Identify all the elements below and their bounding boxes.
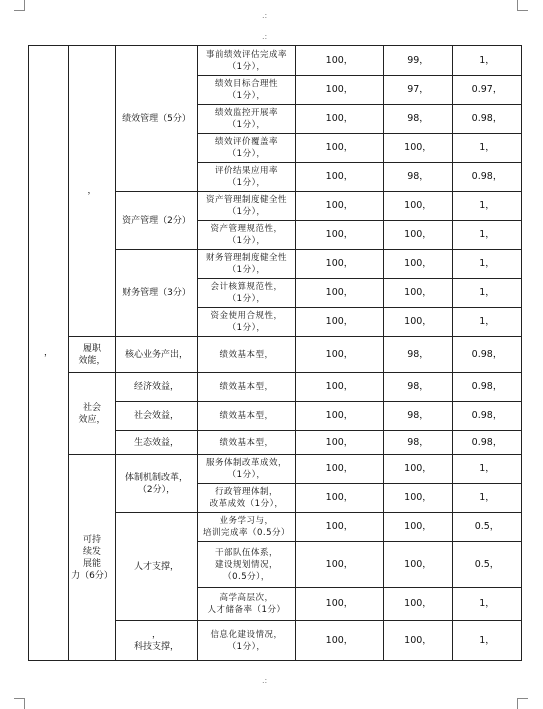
target-cell: 100， <box>296 76 384 105</box>
indicator-cell: 干部队伍体系， 建设规划情况， （0.5分）， <box>198 542 296 588</box>
actual-cell: 100， <box>384 192 453 221</box>
score-cell: 1， <box>453 250 522 279</box>
target-cell: 100， <box>296 221 384 250</box>
page-mark-top-2: .: <box>262 32 268 41</box>
actual-cell: 100， <box>384 621 453 661</box>
score-cell: 0.98， <box>453 373 522 402</box>
level3-talent: 人才支撑， <box>116 513 198 621</box>
level3-social: 社会效益， <box>116 402 198 431</box>
page-mark-bottom: .: <box>262 676 268 685</box>
level3-perf-mgmt: 绩效管理（5分） <box>116 46 198 192</box>
indicator-cell: 绩效目标合理性 （1分）， <box>198 76 296 105</box>
actual-cell: 100， <box>384 588 453 621</box>
level3-economic: 经济效益， <box>116 373 198 402</box>
level3-system-reform: 体制机制改革， （2分）， <box>116 455 198 513</box>
target-cell: 100， <box>296 250 384 279</box>
target-cell: 100， <box>296 455 384 484</box>
actual-cell: 100， <box>384 134 453 163</box>
actual-cell: 100， <box>384 308 453 337</box>
level3-core-output: 核心业务产出， <box>116 337 198 373</box>
indicator-cell: 绩效基本型， <box>198 431 296 455</box>
actual-cell: 98， <box>384 337 453 373</box>
score-cell: 1， <box>453 46 522 76</box>
indicator-cell: 资产管理规范性， （1分）， <box>198 221 296 250</box>
indicator-cell: 资金使用合规性， （1分）， <box>198 308 296 337</box>
score-cell: 1， <box>453 588 522 621</box>
page-mark-top: .: <box>262 11 268 20</box>
score-cell: 1， <box>453 308 522 337</box>
target-cell: 100， <box>296 308 384 337</box>
score-cell: 0.5， <box>453 542 522 588</box>
target-cell: 100， <box>296 192 384 221</box>
target-cell: 100， <box>296 279 384 308</box>
level2-cell-management: ， <box>69 46 116 337</box>
score-cell: 0.98， <box>453 402 522 431</box>
actual-cell: 98， <box>384 402 453 431</box>
score-cell: 0.98， <box>453 105 522 134</box>
target-cell: 100， <box>296 105 384 134</box>
indicator-cell: 信息化建设情况， （1分）， <box>198 621 296 661</box>
score-cell: 1， <box>453 279 522 308</box>
indicator-cell: 服务体制改革成效， （1分）， <box>198 455 296 484</box>
performance-table <box>28 45 522 661</box>
indicator-cell: 绩效基本型， <box>198 402 296 431</box>
indicator-cell: 资产管理制度健全性 （1分）， <box>198 192 296 221</box>
score-cell: 1， <box>453 134 522 163</box>
crop-mark-bottom-right <box>517 698 528 709</box>
target-cell: 100， <box>296 588 384 621</box>
score-cell: 0.98， <box>453 337 522 373</box>
actual-cell: 99， <box>384 46 453 76</box>
actual-cell: 100， <box>384 513 453 542</box>
actual-cell: 97， <box>384 76 453 105</box>
score-cell: 1， <box>453 621 522 661</box>
level2-sustain: 可持 续发 展能 力（6分） <box>69 455 116 661</box>
indicator-cell: 绩效基本型， <box>198 337 296 373</box>
actual-cell: 98， <box>384 431 453 455</box>
target-cell: 100， <box>296 513 384 542</box>
score-cell: 1， <box>453 455 522 484</box>
target-cell: 100， <box>296 402 384 431</box>
indicator-cell: 财务管理制度健全性 （1分）， <box>198 250 296 279</box>
target-cell: 100， <box>296 373 384 402</box>
indicator-cell: 评价结果应用率 （1分）， <box>198 163 296 192</box>
actual-cell: 100， <box>384 484 453 513</box>
indicator-cell: 事前绩效评估完成率 （1分）， <box>198 46 296 76</box>
target-cell: 100， <box>296 431 384 455</box>
crop-mark-top-left <box>14 0 25 11</box>
actual-cell: 98， <box>384 105 453 134</box>
level3-eco: 生态效益， <box>116 431 198 455</box>
level3-tech: ， 科技支撑， <box>116 621 198 661</box>
score-cell: 0.97， <box>453 76 522 105</box>
indicator-cell: 绩效评价覆盖率 （1分）， <box>198 134 296 163</box>
crop-mark-top-right <box>517 0 528 11</box>
score-cell: 1， <box>453 484 522 513</box>
indicator-cell: 绩效监控开展率 （1分）， <box>198 105 296 134</box>
crop-mark-bottom-left <box>14 698 25 709</box>
level3-asset-mgmt: 资产管理（2分） <box>116 192 198 250</box>
level2-perf-effect: 履职 效能， <box>69 337 116 373</box>
score-cell: 1， <box>453 192 522 221</box>
indicator-cell: 行政管理体制， 改革成效（1分）， <box>198 484 296 513</box>
target-cell: 100， <box>296 337 384 373</box>
actual-cell: 100， <box>384 250 453 279</box>
indicator-cell: 绩效基本型， <box>198 373 296 402</box>
actual-cell: 100， <box>384 279 453 308</box>
target-cell: 100， <box>296 621 384 661</box>
target-cell: 100， <box>296 542 384 588</box>
indicator-cell: 业务学习与， 培训完成率（0.5分） <box>198 513 296 542</box>
indicator-cell: 会计核算规范性， （1分）， <box>198 279 296 308</box>
level1-cell: ， <box>29 46 69 661</box>
actual-cell: 100， <box>384 542 453 588</box>
score-cell: 0.98， <box>453 431 522 455</box>
actual-cell: 98， <box>384 163 453 192</box>
actual-cell: 100， <box>384 221 453 250</box>
level2-social-effect: 社会 效应， <box>69 373 116 455</box>
score-cell: 0.98， <box>453 163 522 192</box>
target-cell: 100， <box>296 484 384 513</box>
target-cell: 100， <box>296 46 384 76</box>
score-cell: 0.5， <box>453 513 522 542</box>
actual-cell: 98， <box>384 373 453 402</box>
level3-finance-mgmt: 财务管理（3分） <box>116 250 198 337</box>
indicator-cell: 高学高层次， 人才储备率（1分） <box>198 588 296 621</box>
target-cell: 100， <box>296 163 384 192</box>
target-cell: 100， <box>296 134 384 163</box>
score-cell: 1， <box>453 221 522 250</box>
actual-cell: 100， <box>384 455 453 484</box>
